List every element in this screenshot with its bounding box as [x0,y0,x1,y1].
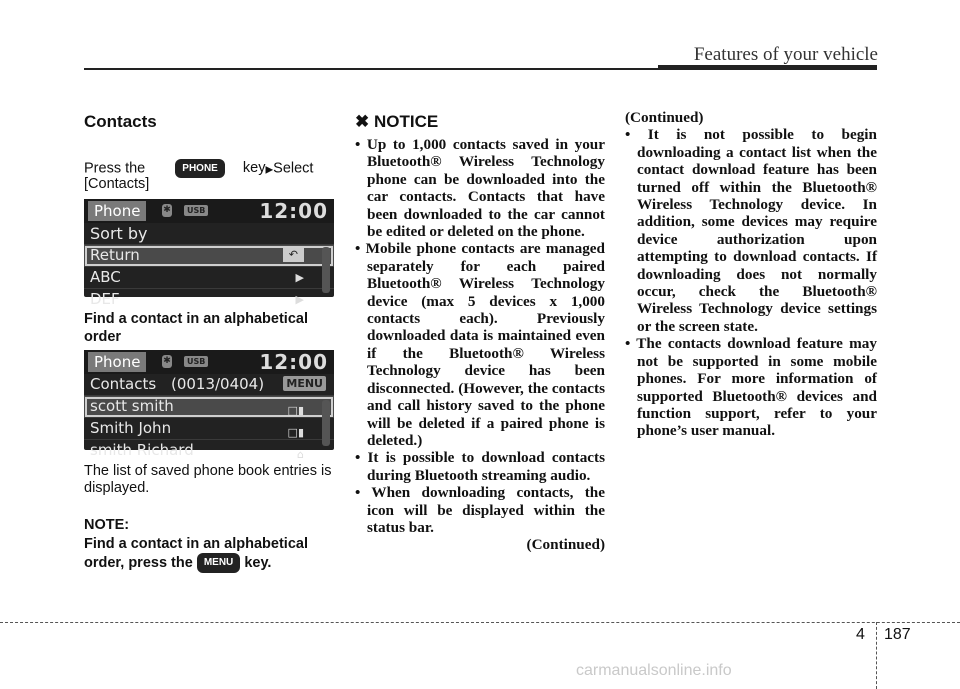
return-label: Return [90,246,140,264]
footer-rule [0,622,960,623]
select-text: Select [273,160,314,177]
phone-tab: Phone [88,352,146,372]
bluetooth-icon: ✱ [163,356,171,366]
contact-name: Smith John [90,419,172,437]
contacts-title: Contacts [90,375,157,393]
notice-list-continued [625,109,877,440]
notice-heading [355,112,438,132]
phone-key-icon: PHONE [175,159,225,178]
notice-title: NOTICE [373,112,439,131]
running-header: Features of your vehicle [693,44,878,65]
note-key-word: key. [244,554,272,571]
section-heading: Contacts [84,112,157,131]
contacts-menu-label: [Contacts] [84,176,150,192]
caption-list-displayed: The list of saved phone book entries is displayed. [84,463,332,496]
contacts-title-row [84,374,334,396]
back-icon: ↶ [283,248,304,262]
press-text: Press the [84,160,146,177]
list-item [84,289,334,310]
chevron-right-icon: ▶ [295,271,304,284]
scrollbar [322,400,330,446]
contact-row [84,418,334,440]
list-item [84,267,334,289]
contact-name: scott smith [90,397,174,415]
note-label: NOTE: [84,517,130,533]
screen-sort-by [84,199,334,308]
notice-item: • Up to 1,000 contacts saved in your Bluetooth® Wireless Technology phone can be downloaded into the car contacts. Contacts that have been downloaded to the car cannot be edited or deleted on the phone. [355,136,605,240]
def-label: DEF [90,290,120,308]
return-item [84,245,334,267]
usb-icon: USB [184,205,208,216]
contact-name: smith Richard [90,441,194,459]
status-bar [84,199,334,223]
key-text: key [242,160,266,177]
chapter-number: 4 [856,626,865,643]
continued-label: (Continued) [526,536,605,554]
footer-divider [876,622,877,689]
notice-list [355,136,605,554]
screen-contacts-list [84,350,334,461]
chevron-right-icon: ▶ [295,293,304,306]
watermark: carmanualsonline.info [576,662,732,679]
notice-item: • It is not possible to begin downloading a contact list when the contact download feature has been turned off within the Bluetooth® Wireless Technology device. In addition, some devices may require device authorization upon attempting to download contacts. If downloading does not normally occur, check the Bluetooth® Wireless Technology device settings or the screen state. [625,126,877,335]
contact-row [84,440,334,461]
phone-icon: □▮ [287,426,304,439]
phone-tab: Phone [88,201,146,221]
sort-by-title: Sort by [84,223,334,245]
clock: 12:00 [259,199,328,223]
note-text [84,535,334,573]
notice-item: • When downloading contacts, the icon will be displayed within the status bar. [355,484,605,536]
arrow-right-icon: ▶ [265,164,274,176]
phone-icon: □▮ [287,404,304,417]
continued-label: (Continued) [625,109,704,126]
usb-icon: USB [184,356,208,367]
star-icon: ✖ [355,112,370,131]
notice-item: • Mobile phone contacts are managed separately for each paired Bluetooth® Wireless Technology device (max 5 devices x 1,000 contacts each). Previously downloaded data is maintained even if the Bluetooth® Wireless Technology device has been disconnected. (However, the contacts and call history saved to the phone will be deleted if a paired phone is deleted.) [355,240,605,449]
contacts-count: (0013/0404) [170,375,265,393]
bluetooth-icon: ✱ [163,205,171,215]
header-rule-accent [658,65,877,70]
note-body: Find a contact in an alphabetical order, press the [84,536,308,571]
clock: 12:00 [259,350,328,374]
page-number: 187 [884,626,911,643]
notice-item: • The contacts download feature may not be supported in some mobile phones. For more information of supported Bluetooth® devices and function support, refer to your phone’s user manual. [625,335,877,439]
abc-label: ABC [90,268,121,286]
menu-icon: MENU [283,376,326,391]
caption-find-contact: Find a contact in an alphabetical order [84,311,308,345]
notice-item: • It is possible to download contacts during Bluetooth streaming audio. [355,449,605,484]
scrollbar [322,247,330,293]
home-icon: ⌂ [297,448,304,461]
contact-row [84,396,334,418]
menu-key-icon: MENU [197,553,240,573]
status-bar [84,350,334,374]
